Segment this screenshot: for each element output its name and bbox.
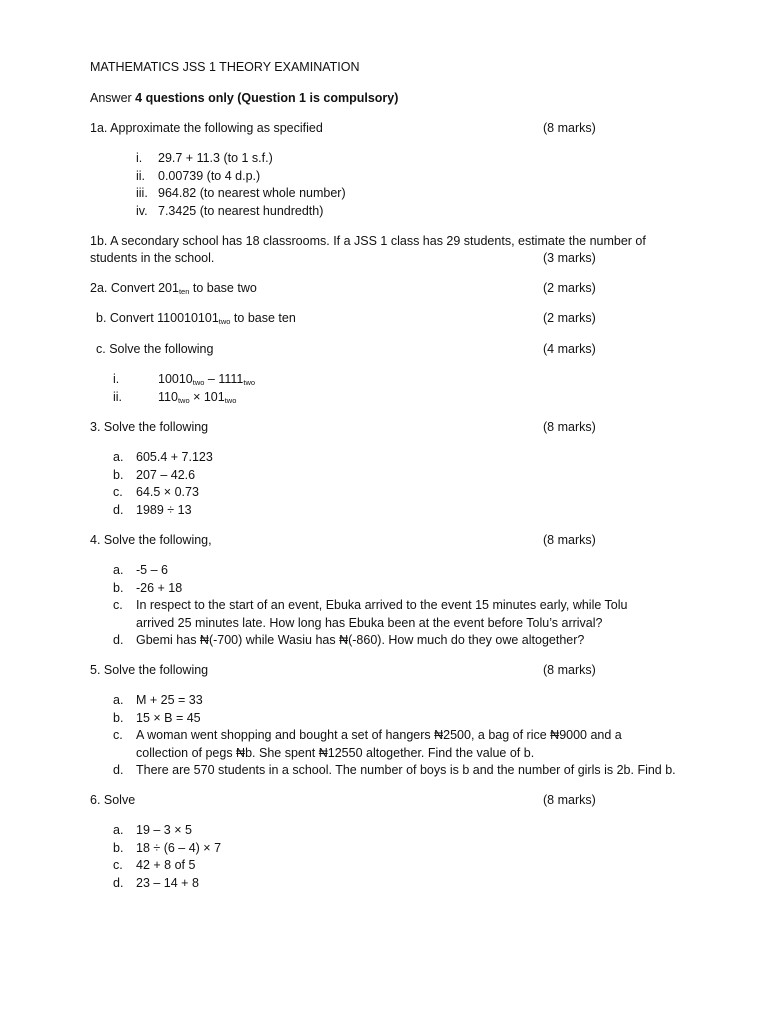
q3-item-label: a.	[113, 450, 124, 464]
q1a-item-label: ii.	[136, 169, 146, 183]
q3-item-text: 605.4 + 7.123	[136, 450, 213, 464]
q5-item-text-continued: collection of pegs ₦b. She spent ₦12550 altogether. Find the value of b.	[136, 746, 535, 760]
q4-item-text: In respect to the start of an event, Ebuka arrived to the event 15 minutes early, while Tolu	[136, 598, 628, 612]
q5-item-text: 15 × B = 45	[136, 711, 201, 725]
q3-item-text: 1989 ÷ 13	[136, 503, 192, 517]
q4-item-text: Gbemi has ₦(-700) while Wasiu has ₦(-860). How much do they owe altogether?	[136, 633, 585, 647]
instruction-emphasis: 4 questions only (Question 1 is compulsory)	[135, 91, 399, 105]
q1a-marks: (8 marks)	[543, 121, 596, 135]
q2c-item-expression	[158, 371, 255, 387]
q3-item-label: d.	[113, 503, 124, 517]
q2c-marks: (4 marks)	[543, 342, 596, 356]
q3-item-label: c.	[113, 485, 123, 499]
q2a-suffix: to base two	[189, 281, 257, 295]
q2b-marks: (2 marks)	[543, 311, 596, 325]
q2c-operand: – 1111	[204, 372, 244, 386]
q5-item-label: a.	[113, 693, 124, 707]
q5-marks: (8 marks)	[543, 663, 596, 677]
q2c-item-label: ii.	[113, 390, 123, 404]
q1a-item-label: iv.	[136, 204, 148, 218]
q2a-base: ten	[178, 287, 190, 296]
q5-item-label: d.	[113, 763, 124, 777]
q2b-prefix: b. Convert 110010101	[96, 311, 219, 325]
q2c-base: two	[192, 378, 205, 387]
q6-item-text: 23 – 14 + 8	[136, 876, 199, 890]
q3-item-text: 207 – 42.6	[136, 468, 196, 482]
q2c-prompt: c. Solve the following	[96, 342, 214, 356]
q2b-prompt	[96, 310, 296, 326]
q3-prompt: 3. Solve the following	[90, 420, 209, 434]
q1b-line-2: students in the school.	[90, 251, 215, 265]
q1a-item-text: 964.82 (to nearest whole number)	[158, 186, 346, 200]
q2c-operand: × 101	[189, 390, 225, 404]
q6-item-label: b.	[113, 841, 124, 855]
q1a-item-text: 7.3425 (to nearest hundredth)	[158, 204, 324, 218]
q3-item-label: b.	[113, 468, 124, 482]
q5-item-text: A woman went shopping and bought a set of hangers ₦2500, a bag of rice ₦9000 and a	[136, 728, 622, 742]
q4-prompt: 4. Solve the following,	[90, 533, 212, 547]
q2c-item-expression	[158, 389, 236, 405]
q5-item-text: M + 25 = 33	[136, 693, 203, 707]
q2c-base: two	[177, 396, 190, 405]
q2a-prefix: 2a. Convert 201	[90, 281, 179, 295]
q4-item-label: b.	[113, 581, 124, 595]
q6-item-text: 18 ÷ (6 – 4) × 7	[136, 841, 222, 855]
instruction-prefix: Answer	[90, 91, 136, 105]
q4-item-text-continued: arrived 25 minutes late. How long has Ebuka been at the event before Tolu’s arrival?	[136, 616, 603, 630]
q2b-base: two	[218, 317, 231, 326]
q1a-item-text: 0.00739 (to 4 d.p.)	[158, 169, 261, 183]
q1b-line-1: 1b. A secondary school has 18 classrooms. If a JSS 1 class has 29 students, estimate the number of	[90, 234, 646, 248]
q5-prompt: 5. Solve the following	[90, 663, 209, 677]
q5-item-label: b.	[113, 711, 124, 725]
q5-item-label: c.	[113, 728, 123, 742]
q4-item-label: d.	[113, 633, 124, 647]
q6-prompt: 6. Solve	[90, 793, 136, 807]
q6-item-label: a.	[113, 823, 124, 837]
q4-item-label: a.	[113, 563, 124, 577]
q1a-prompt: 1a. Approximate the following as specified	[90, 121, 323, 135]
exam-title: MATHEMATICS JSS 1 THEORY EXAMINATION	[90, 60, 360, 74]
q4-marks: (8 marks)	[543, 533, 596, 547]
q3-marks: (8 marks)	[543, 420, 596, 434]
instruction	[90, 90, 398, 106]
q4-item-text: -26 + 18	[136, 581, 183, 595]
q1a-item-label: iii.	[136, 186, 148, 200]
q4-item-text: -5 – 6	[136, 563, 168, 577]
q2c-operand: 110	[158, 390, 178, 404]
q2b-suffix: to base ten	[230, 311, 296, 325]
q1a-item-text: 29.7 + 11.3 (to 1 s.f.)	[158, 151, 273, 165]
q2c-base: two	[243, 378, 256, 387]
q2c-item-label: i.	[113, 372, 120, 386]
q6-item-label: c.	[113, 858, 123, 872]
q6-marks: (8 marks)	[543, 793, 596, 807]
q2a-marks: (2 marks)	[543, 281, 596, 295]
q2c-base: two	[224, 396, 237, 405]
q2a-prompt	[90, 280, 257, 296]
q1b-marks: (3 marks)	[543, 251, 596, 265]
q6-item-label: d.	[113, 876, 124, 890]
q4-item-label: c.	[113, 598, 123, 612]
q1a-item-label: i.	[136, 151, 143, 165]
q6-item-text: 42 + 8 of 5	[136, 858, 196, 872]
q3-item-text: 64.5 × 0.73	[136, 485, 199, 499]
q5-item-text: There are 570 students in a school. The number of boys is b and the number of girls is 2b. Find b.	[136, 763, 676, 777]
q2c-operand: 10010	[158, 372, 193, 386]
q6-item-text: 19 – 3 × 5	[136, 823, 192, 837]
